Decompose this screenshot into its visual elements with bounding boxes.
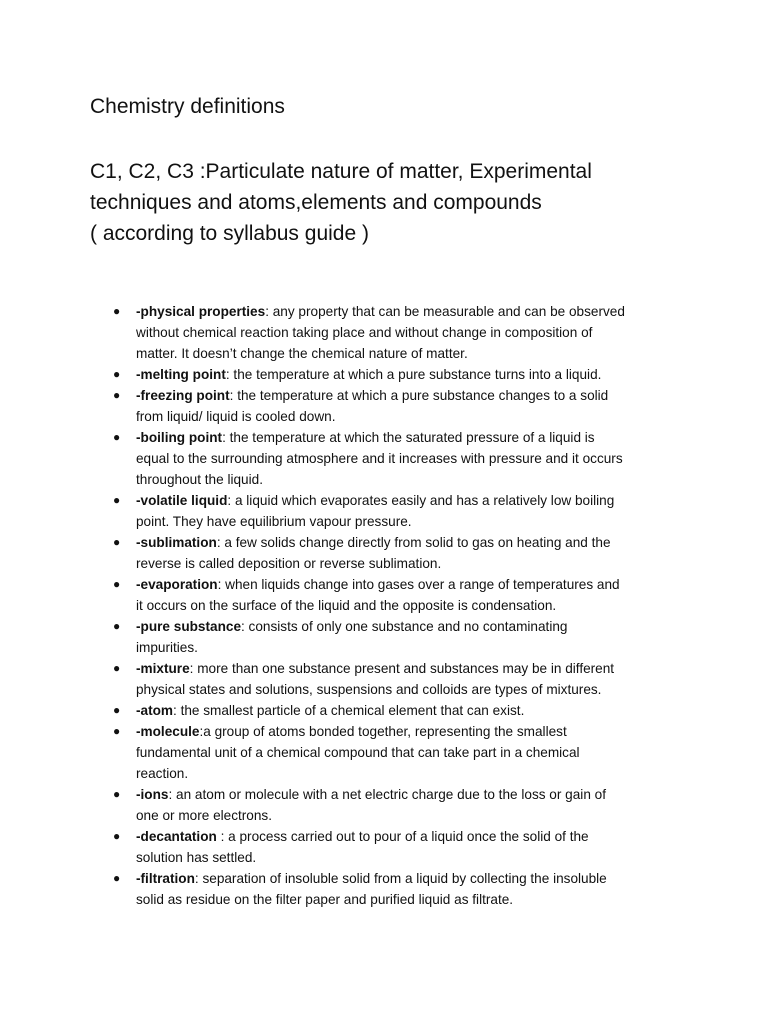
- definition-text: : the temperature at which a pure substance changes to a solid: [229, 388, 609, 403]
- definition-item: [0, 574, 686, 616]
- definition-item: [0, 364, 686, 385]
- definition-item: [0, 700, 686, 721]
- bullet-icon: ●: [113, 493, 121, 507]
- definition-term: -melting point: [136, 367, 226, 382]
- definition-term: -sublimation: [136, 535, 217, 550]
- definition-term: -decantation: [136, 829, 217, 844]
- definition-term: -freezing point: [136, 388, 230, 403]
- definition-text: : more than one substance present and substances may be in different: [189, 661, 615, 676]
- definition-item: [0, 868, 686, 910]
- subtitle-line: C1, C2, C3 :Particulate nature of matter, Experimental: [90, 160, 592, 183]
- definition-term: -pure substance: [136, 619, 241, 634]
- definition-line: it occurs on the surface of the liquid and the opposite is condensation.: [136, 598, 557, 613]
- definition-line: one or more electrons.: [136, 808, 273, 823]
- definition-line: [136, 658, 686, 679]
- definition-line: [136, 826, 686, 847]
- definition-term: -physical properties: [136, 304, 266, 319]
- definition-term: -volatile liquid: [136, 493, 228, 508]
- definition-item: [0, 532, 686, 574]
- definition-text: : an atom or molecule with a net electric charge due to the loss or gain of: [168, 787, 606, 802]
- definition-line: point. They have equilibrium vapour pressure.: [136, 514, 412, 529]
- definition-item: [0, 490, 686, 532]
- bullet-icon: ●: [113, 304, 121, 318]
- definition-line: [136, 721, 686, 742]
- bullet-icon: ●: [113, 724, 121, 738]
- definition-text: :a group of atoms bonded together, representing the smallest: [199, 724, 567, 739]
- definition-text: : any property that can be measurable and can be observed: [265, 304, 625, 319]
- definition-line: solid as residue on the filter paper and purified liquid as filtrate.: [136, 892, 514, 907]
- definition-line: [136, 385, 686, 406]
- definition-line: fundamental unit of a chemical compound that can take part in a chemical: [136, 745, 580, 760]
- definition-line: [136, 574, 686, 595]
- definition-text: : when liquids change into gases over a range of temperatures and: [217, 577, 620, 592]
- definition-line: [136, 301, 686, 322]
- definition-term: -boiling point: [136, 430, 223, 445]
- definition-text: : the temperature at which a pure substance turns into a liquid.: [225, 367, 602, 382]
- definition-line: reverse is called deposition or reverse sublimation.: [136, 556, 442, 571]
- definition-text: : a few solids change directly from solid to gas on heating and the: [216, 535, 611, 550]
- bullet-icon: ●: [113, 829, 121, 843]
- definition-line: [136, 490, 686, 511]
- definition-line: impurities.: [136, 640, 198, 655]
- definition-term: -ions: [136, 787, 169, 802]
- bullet-icon: ●: [113, 367, 121, 381]
- definition-item: [0, 721, 686, 784]
- bullet-icon: ●: [113, 871, 121, 885]
- definition-term: -molecule: [136, 724, 200, 739]
- document-title: Chemistry definitions: [90, 95, 285, 118]
- definition-line: [136, 700, 686, 721]
- definition-term: -atom: [136, 703, 174, 718]
- definition-line: from liquid/ liquid is cooled down.: [136, 409, 336, 424]
- definition-line: physical states and solutions, suspensions and colloids are types of mixtures.: [136, 682, 602, 697]
- definition-text: : consists of only one substance and no contaminating: [241, 619, 568, 634]
- definition-line: matter. It doesn’t change the chemical nature of matter.: [136, 346, 468, 361]
- definition-text: : a process carried out to pour of a liquid once the solid of the: [216, 829, 589, 844]
- definition-line: solution has settled.: [136, 850, 257, 865]
- definition-line: [136, 427, 686, 448]
- definition-line: without chemical reaction taking place and without change in composition of: [136, 325, 593, 340]
- definition-line: [136, 532, 686, 553]
- subtitle-line: techniques and atoms,elements and compounds: [90, 191, 542, 214]
- bullet-icon: ●: [113, 535, 121, 549]
- definition-line: [136, 784, 686, 805]
- definition-line: reaction.: [136, 766, 189, 781]
- bullet-icon: ●: [113, 577, 121, 591]
- definition-term: -filtration: [136, 871, 195, 886]
- definition-text: : separation of insoluble solid from a liquid by collecting the insoluble: [194, 871, 607, 886]
- subtitle-line: ( according to syllabus guide ): [90, 222, 369, 245]
- definition-text: : the smallest particle of a chemical element that can exist.: [173, 703, 525, 718]
- bullet-icon: ●: [113, 430, 121, 444]
- definition-line: equal to the surrounding atmosphere and it increases with pressure and it occurs: [136, 451, 623, 466]
- bullet-icon: ●: [113, 619, 121, 633]
- definition-term: -evaporation: [136, 577, 218, 592]
- document-subtitle: [90, 156, 690, 249]
- definition-text: : the temperature at which the saturated pressure of a liquid is: [222, 430, 595, 445]
- bullet-icon: ●: [113, 703, 121, 717]
- definition-item: [0, 385, 686, 427]
- definitions-list: [0, 301, 768, 910]
- bullet-icon: ●: [113, 388, 121, 402]
- definition-line: throughout the liquid.: [136, 472, 263, 487]
- bullet-icon: ●: [113, 787, 121, 801]
- definition-text: : a liquid which evaporates easily and has a relatively low boiling: [227, 493, 615, 508]
- definition-line: [136, 364, 686, 385]
- definition-item: [0, 427, 686, 490]
- definition-item: [0, 616, 686, 658]
- definition-item: [0, 301, 686, 364]
- definition-item: [0, 658, 686, 700]
- definition-item: [0, 826, 686, 868]
- definition-item: [0, 784, 686, 826]
- definition-term: -mixture: [136, 661, 190, 676]
- definition-line: [136, 868, 686, 889]
- definition-line: [136, 616, 686, 637]
- bullet-icon: ●: [113, 661, 121, 675]
